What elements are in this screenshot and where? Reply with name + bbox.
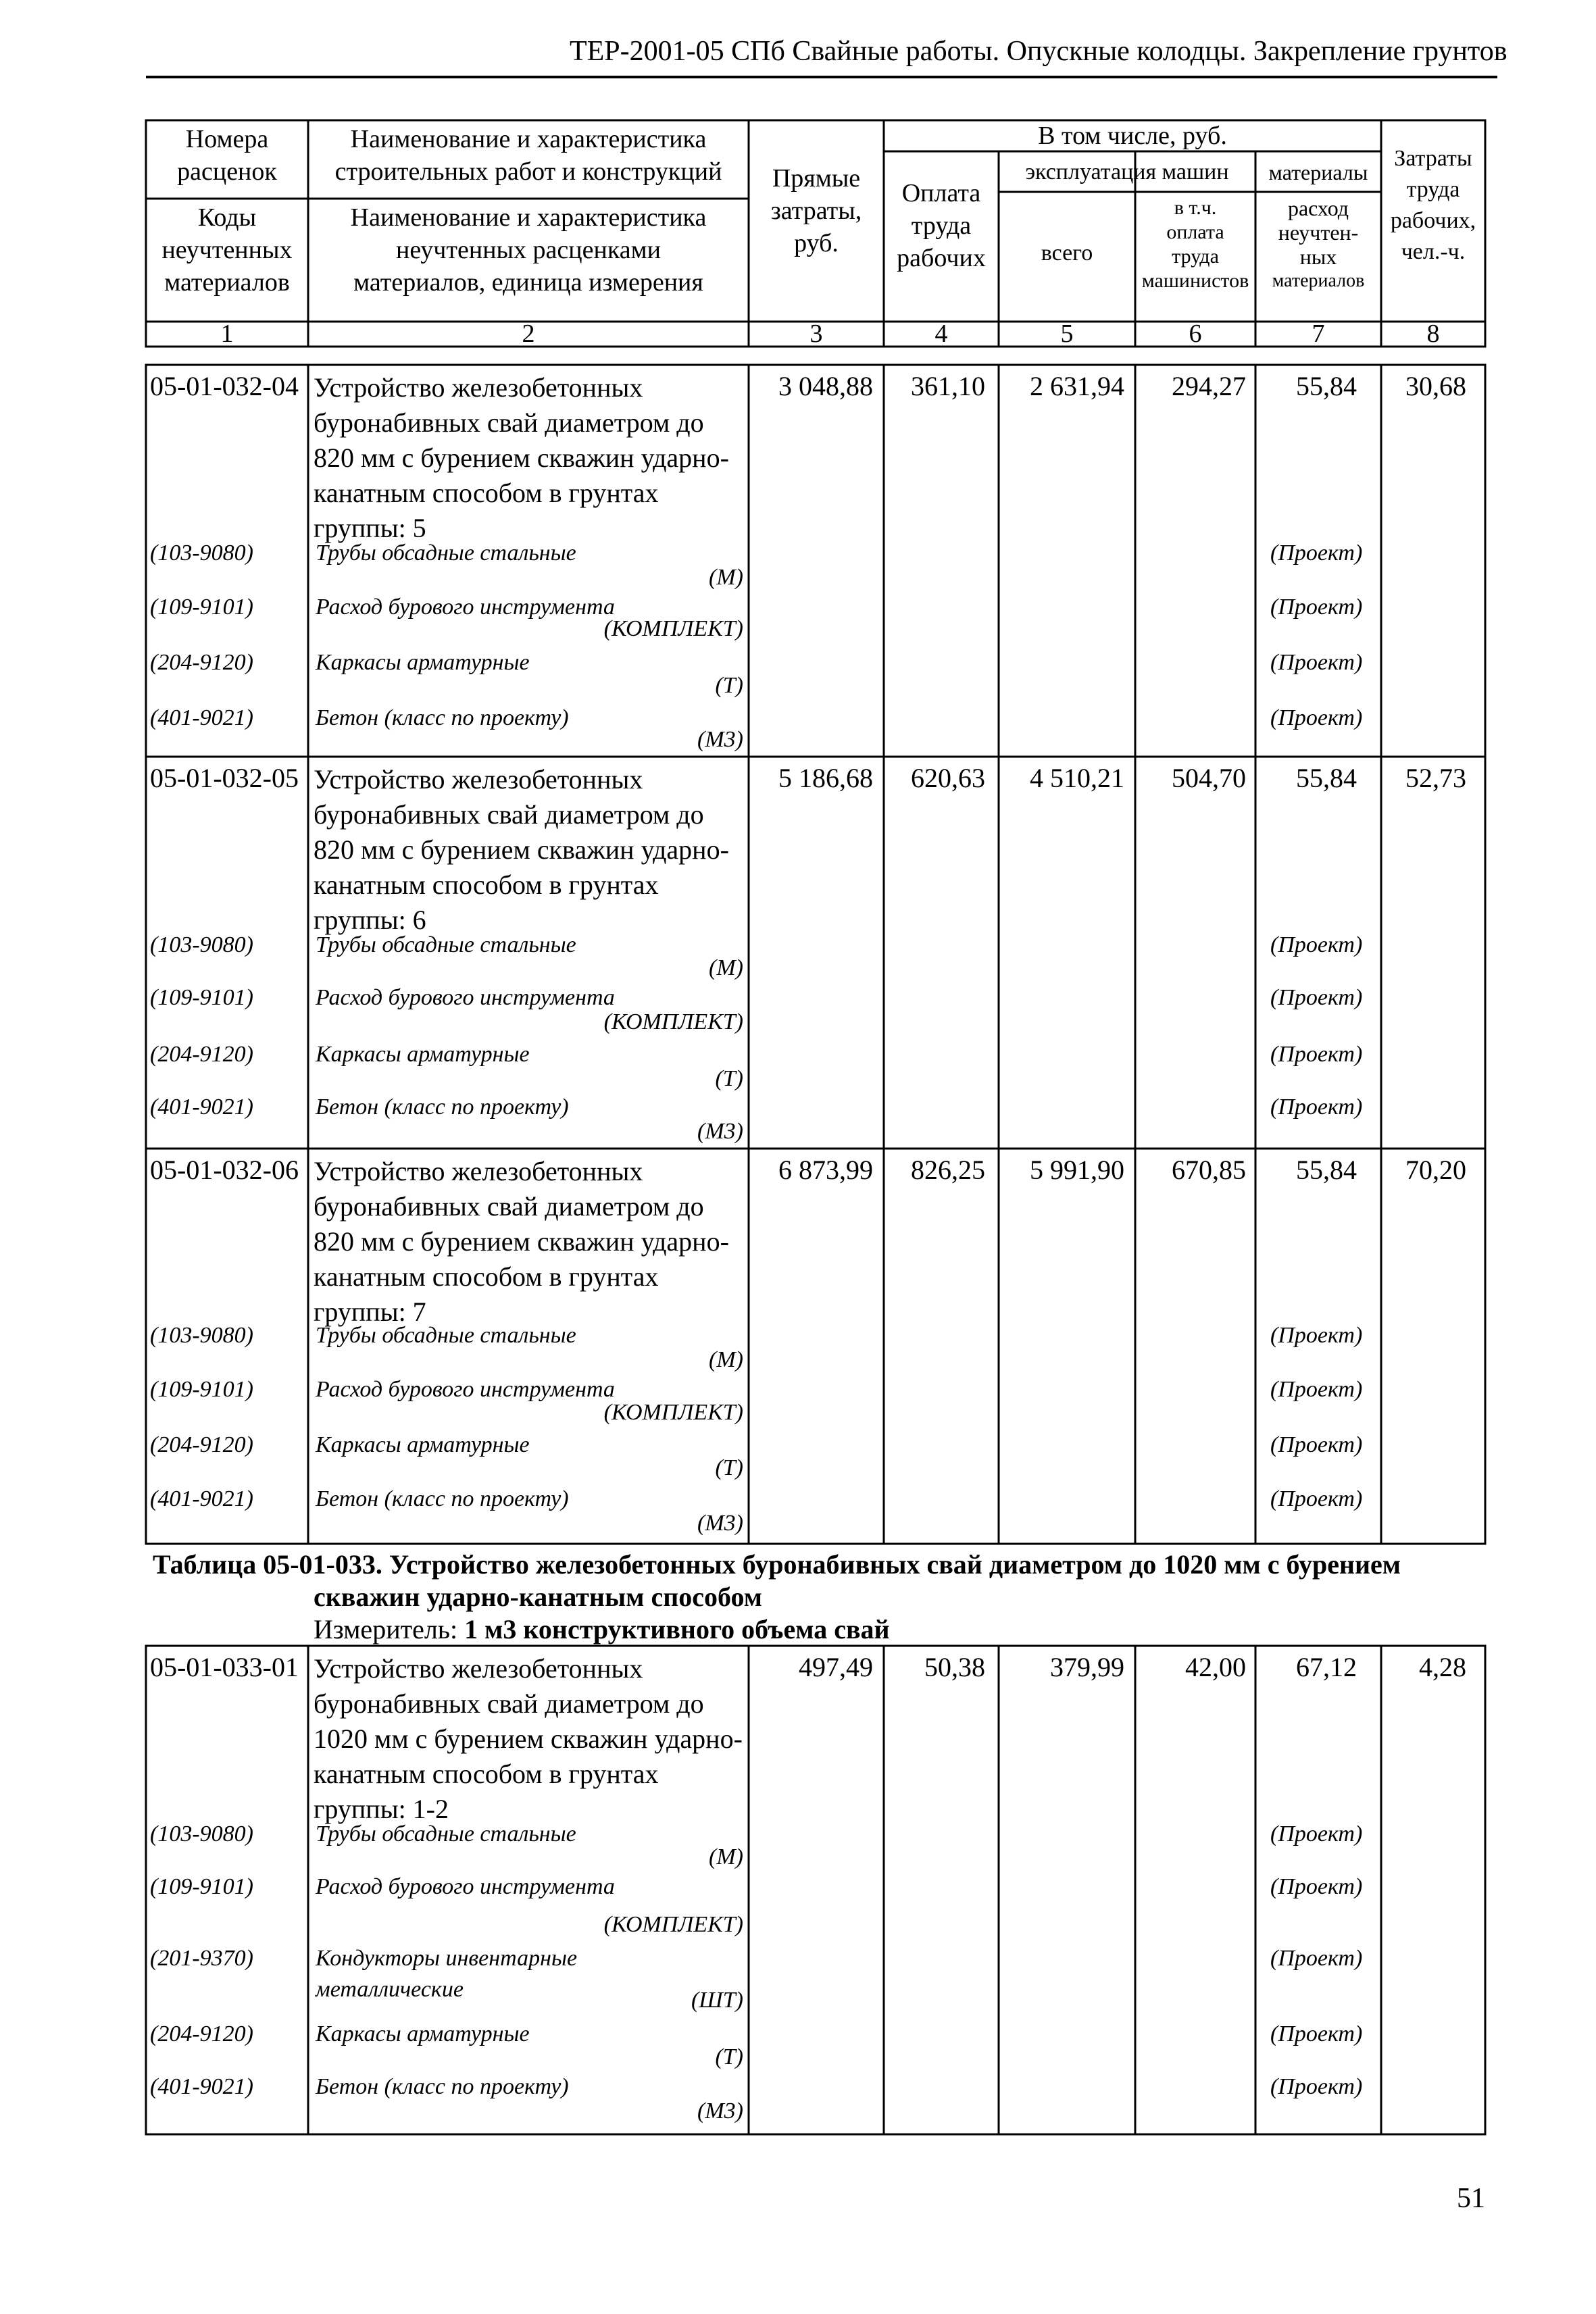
material-unit: (КОМПЛЕКТ) bbox=[603, 616, 743, 641]
material-name: Бетон (класс по проекту) bbox=[316, 705, 569, 730]
material-value: (Проект) bbox=[1270, 1821, 1363, 1846]
rate-name: Устройство железобетонных буронабивных свай диаметром до 820 мм с бурением скважин ударно- канатным способом в грунтах группы: 6 bbox=[314, 764, 729, 935]
header-total: всего bbox=[1041, 241, 1093, 266]
header-unaccounted-materials: расход неучтен- ных материалов bbox=[1272, 196, 1365, 291]
rate-name: Устройство железобетонных буронабивных свай диаметром до 820 мм с бурением скважин ударно- канатным способом в грунтах группы: 5 bbox=[314, 372, 729, 543]
material-unit: (Т) bbox=[715, 1455, 743, 1480]
material-code: (204-9120) bbox=[150, 2021, 253, 2046]
labor-pay-value: 361,10 bbox=[911, 371, 985, 401]
material-value: (Проект) bbox=[1270, 2074, 1363, 2099]
measure-unit-value: 1 м3 конструктивного объема свай bbox=[464, 1614, 890, 1644]
header-machine-operation: эксплуатация машин bbox=[1025, 159, 1229, 184]
material-code: (401-9021) bbox=[150, 2074, 253, 2099]
material-unit: (ШТ) bbox=[691, 1988, 743, 2013]
material-name: Бетон (класс по проекту) bbox=[316, 1486, 569, 1511]
material-value: (Проект) bbox=[1270, 932, 1363, 957]
header-materials: материалы bbox=[1268, 160, 1368, 184]
material-value: (Проект) bbox=[1270, 540, 1363, 565]
machine-total-value: 2 631,94 bbox=[1030, 371, 1124, 401]
col-num-4: 4 bbox=[934, 320, 948, 348]
labor-hours-value: 52,73 bbox=[1405, 763, 1466, 793]
direct-costs-value: 3 048,88 bbox=[778, 371, 873, 401]
material-name: Трубы обсадные стальные bbox=[316, 540, 576, 565]
operator-pay-value: 504,70 bbox=[1172, 763, 1246, 793]
header-operator-pay: в т.ч. оплата труда машинистов bbox=[1141, 197, 1249, 292]
material-unit: (М3) bbox=[697, 1511, 743, 1536]
header-work-name: Наименование и характеристика строительных работ и конструкций bbox=[334, 125, 722, 186]
material-unit: (Т) bbox=[715, 673, 743, 698]
operator-pay-value: 294,27 bbox=[1172, 371, 1246, 401]
material-unit: (М) bbox=[709, 1844, 743, 1869]
material-value: (Проект) bbox=[1270, 1323, 1363, 1348]
operator-pay-value: 42,00 bbox=[1185, 1652, 1246, 1682]
material-value: (Проект) bbox=[1270, 1946, 1363, 1971]
material-unit: (КОМПЛЕКТ) bbox=[603, 1009, 743, 1034]
material-code: (109-9101) bbox=[150, 985, 253, 1010]
material-value: (Проект) bbox=[1270, 1095, 1363, 1120]
header-rate-numbers: Номера расценок bbox=[177, 125, 277, 186]
header-material-name: Наименование и характеристика неучтенных расценками материалов, единица измерения bbox=[350, 203, 707, 297]
measure-unit-label: Измеритель: bbox=[314, 1614, 465, 1644]
material-code: (103-9080) bbox=[150, 1323, 253, 1348]
material-code: (401-9021) bbox=[150, 1486, 253, 1511]
labor-hours-value: 30,68 bbox=[1405, 371, 1466, 401]
header-including: В том числе, руб. bbox=[1038, 122, 1227, 150]
material-name: Бетон (класс по проекту) bbox=[316, 2074, 569, 2099]
rate-name: Устройство железобетонных буронабивных свай диаметром до 1020 мм с бурением скважин ударно- канатным способом в грунтах группы: 1-2 bbox=[314, 1653, 743, 1824]
material-unit: (М3) bbox=[697, 2098, 743, 2123]
material-name-continued: металлические bbox=[316, 1977, 464, 2002]
direct-costs-value: 497,49 bbox=[799, 1652, 873, 1682]
header-material-codes: Коды неучтенных материалов bbox=[161, 203, 293, 297]
material-name: Каркасы арматурные bbox=[316, 1042, 530, 1067]
machine-total-value: 4 510,21 bbox=[1030, 763, 1124, 793]
material-unit: (М) bbox=[709, 955, 743, 980]
material-name: Каркасы арматурные bbox=[316, 1432, 530, 1457]
materials-value: 55,84 bbox=[1296, 763, 1357, 793]
material-value: (Проект) bbox=[1270, 595, 1363, 620]
material-code: (109-9101) bbox=[150, 1874, 253, 1899]
labor-hours-value: 4,28 bbox=[1419, 1652, 1466, 1682]
material-value: (Проект) bbox=[1270, 1432, 1363, 1457]
material-name: Трубы обсадные стальные bbox=[316, 932, 576, 957]
labor-pay-value: 826,25 bbox=[911, 1155, 985, 1185]
material-value: (Проект) bbox=[1270, 650, 1363, 675]
col-num-2: 2 bbox=[522, 320, 535, 348]
material-code: (201-9370) bbox=[150, 1946, 253, 1971]
machine-total-value: 5 991,90 bbox=[1030, 1155, 1124, 1185]
material-name: Кондукторы инвентарные bbox=[316, 1946, 578, 1971]
material-name: Расход бурового инструмента bbox=[316, 1377, 615, 1402]
material-value: (Проект) bbox=[1270, 1486, 1363, 1511]
material-value: (Проект) bbox=[1270, 1042, 1363, 1067]
material-value: (Проект) bbox=[1270, 1874, 1363, 1899]
material-unit: (КОМПЛЕКТ) bbox=[603, 1912, 743, 1937]
material-unit: (М3) bbox=[697, 1119, 743, 1144]
material-unit: (М) bbox=[709, 565, 743, 590]
rate-code: 05-01-032-06 bbox=[150, 1155, 299, 1185]
material-name: Трубы обсадные стальные bbox=[316, 1323, 576, 1348]
operator-pay-value: 670,85 bbox=[1172, 1155, 1246, 1185]
rate-code: 05-01-032-04 bbox=[150, 371, 299, 401]
machine-total-value: 379,99 bbox=[1050, 1652, 1124, 1682]
material-name: Трубы обсадные стальные bbox=[316, 1821, 576, 1846]
material-unit: (М3) bbox=[697, 727, 743, 752]
material-name: Расход бурового инструмента bbox=[316, 985, 615, 1010]
material-unit: (КОМПЛЕКТ) bbox=[603, 1400, 743, 1425]
material-value: (Проект) bbox=[1270, 705, 1363, 730]
direct-costs-value: 5 186,68 bbox=[778, 763, 873, 793]
table-title-continued: скважин ударно-канатным способом bbox=[314, 1582, 762, 1612]
col-num-6: 6 bbox=[1189, 320, 1202, 348]
material-code: (204-9120) bbox=[150, 650, 253, 675]
rate-name: Устройство железобетонных буронабивных свай диаметром до 820 мм с бурением скважин ударно- канатным способом в грунтах группы: 7 bbox=[314, 1156, 729, 1327]
material-name: Расход бурового инструмента bbox=[316, 1874, 615, 1899]
material-code: (103-9080) bbox=[150, 932, 253, 957]
rate-code: 05-01-033-01 bbox=[150, 1652, 299, 1682]
header-direct-costs: Прямые затраты, руб. bbox=[770, 164, 862, 257]
measure-unit bbox=[314, 1613, 890, 1645]
material-name: Бетон (класс по проекту) bbox=[316, 1095, 569, 1120]
material-code: (401-9021) bbox=[150, 1095, 253, 1120]
material-name: Расход бурового инструмента bbox=[316, 595, 615, 620]
direct-costs-value: 6 873,99 bbox=[778, 1155, 873, 1185]
material-code: (109-9101) bbox=[150, 595, 253, 620]
materials-value: 55,84 bbox=[1296, 371, 1357, 401]
material-name: Каркасы арматурные bbox=[316, 650, 530, 675]
material-value: (Проект) bbox=[1270, 1377, 1363, 1402]
col-num-1: 1 bbox=[220, 320, 234, 348]
material-name: Каркасы арматурные bbox=[316, 2021, 530, 2046]
col-num-7: 7 bbox=[1312, 320, 1325, 348]
header-labor-hours: Затраты труда рабочих, чел.-ч. bbox=[1390, 146, 1476, 264]
material-code: (109-9101) bbox=[150, 1377, 253, 1402]
page-number: 51 bbox=[1457, 2183, 1485, 2214]
material-value: (Проект) bbox=[1270, 2021, 1363, 2046]
material-unit: (М) bbox=[709, 1347, 743, 1372]
material-code: (204-9120) bbox=[150, 1042, 253, 1067]
rate-code: 05-01-032-05 bbox=[150, 763, 299, 793]
table-title: Таблица 05-01-033. Устройство железобетонных буронабивных свай диаметром до 1020 мм с бурением bbox=[153, 1549, 1401, 1580]
material-unit: (Т) bbox=[715, 1066, 743, 1091]
materials-value: 67,12 bbox=[1296, 1652, 1357, 1682]
material-code: (103-9080) bbox=[150, 1821, 253, 1846]
col-num-5: 5 bbox=[1060, 320, 1074, 348]
material-code: (401-9021) bbox=[150, 705, 253, 730]
col-num-8: 8 bbox=[1426, 320, 1440, 348]
material-code: (204-9120) bbox=[150, 1432, 253, 1457]
labor-hours-value: 70,20 bbox=[1405, 1155, 1466, 1185]
materials-value: 55,84 bbox=[1296, 1155, 1357, 1185]
header-labor-pay: Оплата труда рабочих bbox=[897, 179, 986, 272]
labor-pay-value: 620,63 bbox=[911, 763, 985, 793]
labor-pay-value: 50,38 bbox=[924, 1652, 985, 1682]
col-num-3: 3 bbox=[809, 320, 823, 348]
material-code: (103-9080) bbox=[150, 540, 253, 565]
running-header: ТЕР-2001-05 СПб Свайные работы. Опускные колодцы. Закрепление грунтов bbox=[570, 36, 1507, 67]
material-unit: (Т) bbox=[715, 2044, 743, 2069]
material-value: (Проект) bbox=[1270, 985, 1363, 1010]
